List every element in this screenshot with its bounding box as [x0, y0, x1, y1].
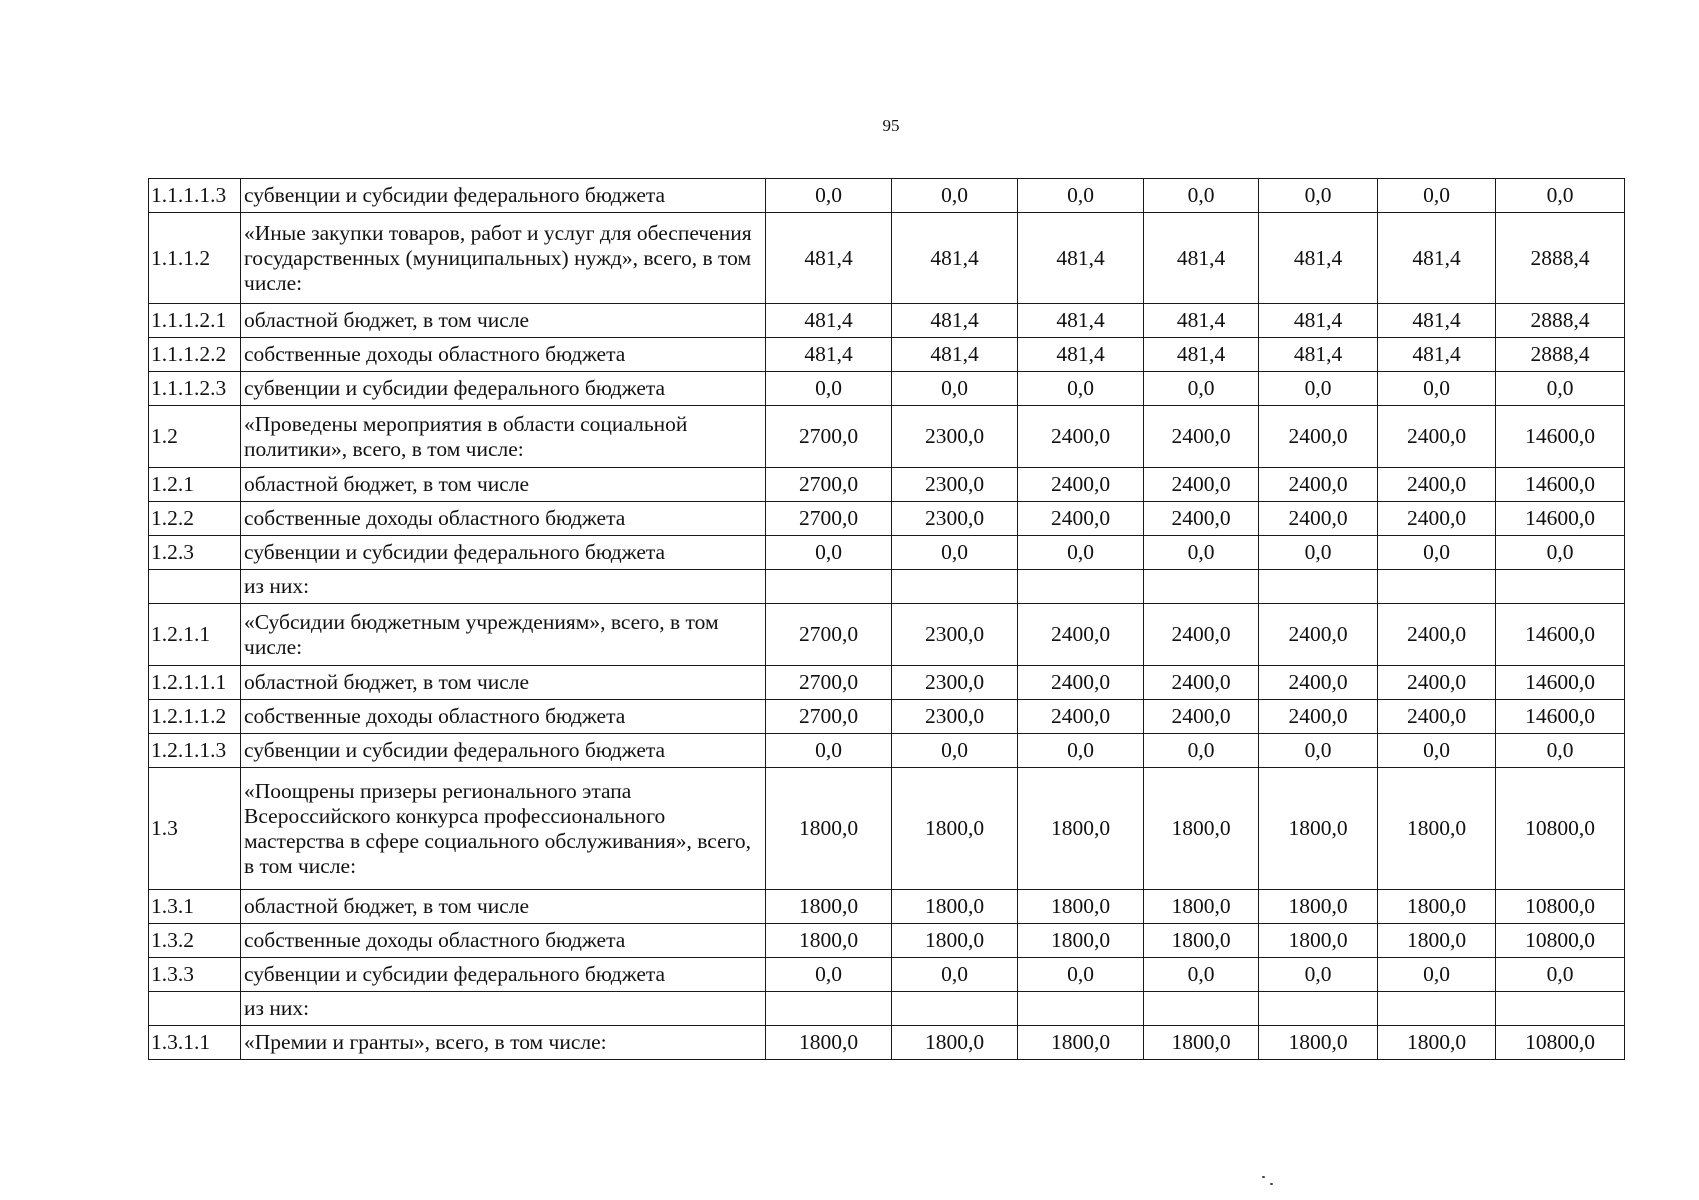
row-code: 1.1.1.2.1 — [149, 304, 241, 338]
table-row — [149, 406, 1625, 468]
row-value: 481,4 — [1259, 213, 1378, 304]
row-value: 0,0 — [1018, 958, 1144, 992]
row-code: 1.3.1.1 — [149, 1026, 241, 1060]
row-value: 0,0 — [1018, 734, 1144, 768]
row-value: 0,0 — [892, 734, 1018, 768]
row-value: 0,0 — [1018, 372, 1144, 406]
row-value: 2400,0 — [1259, 700, 1378, 734]
row-name: собственные доходы областного бюджета — [241, 338, 766, 372]
row-value: 1800,0 — [1378, 768, 1496, 890]
row-value: 481,4 — [892, 304, 1018, 338]
row-value: 0,0 — [1144, 372, 1259, 406]
row-total: 14600,0 — [1496, 666, 1625, 700]
row-total: 10800,0 — [1496, 1026, 1625, 1060]
table-row — [149, 734, 1625, 768]
table-row — [149, 890, 1625, 924]
row-code: 1.2.1.1.3 — [149, 734, 241, 768]
row-value: 2400,0 — [1378, 502, 1496, 536]
row-name: собственные доходы областного бюджета — [241, 924, 766, 958]
row-value: 1800,0 — [1018, 890, 1144, 924]
table-row — [149, 468, 1625, 502]
row-total: 2888,4 — [1496, 304, 1625, 338]
row-value: 2300,0 — [892, 666, 1018, 700]
row-value: 0,0 — [1378, 734, 1496, 768]
table-body — [149, 179, 1625, 1060]
row-value: 2400,0 — [1259, 406, 1378, 468]
row-code: 1.3 — [149, 768, 241, 890]
row-value — [892, 992, 1018, 1026]
row-value: 1800,0 — [1378, 890, 1496, 924]
row-value — [766, 570, 892, 604]
row-value: 2400,0 — [1378, 604, 1496, 666]
row-value: 2300,0 — [892, 502, 1018, 536]
row-total: 10800,0 — [1496, 890, 1625, 924]
row-name: «Проведены мероприятия в области социальной политики», всего, в том числе: — [241, 406, 766, 468]
row-value: 2400,0 — [1378, 666, 1496, 700]
row-value: 1800,0 — [766, 768, 892, 890]
row-value: 2400,0 — [1144, 502, 1259, 536]
table-row — [149, 179, 1625, 213]
row-value: 0,0 — [1378, 372, 1496, 406]
row-code: 1.1.1.2.2 — [149, 338, 241, 372]
table-row — [149, 372, 1625, 406]
row-name: собственные доходы областного бюджета — [241, 502, 766, 536]
row-value: 0,0 — [1378, 179, 1496, 213]
row-value: 0,0 — [892, 536, 1018, 570]
row-code: 1.2.2 — [149, 502, 241, 536]
row-value — [1018, 570, 1144, 604]
row-value: 1800,0 — [1378, 924, 1496, 958]
row-code: 1.3.2 — [149, 924, 241, 958]
scan-speck — [1262, 1176, 1265, 1178]
row-value: 2700,0 — [766, 604, 892, 666]
row-value: 481,4 — [1259, 338, 1378, 372]
row-value: 1800,0 — [1144, 890, 1259, 924]
row-name: из них: — [241, 570, 766, 604]
row-total: 14600,0 — [1496, 700, 1625, 734]
row-value: 1800,0 — [892, 1026, 1018, 1060]
row-name: областной бюджет, в том числе — [241, 890, 766, 924]
row-value: 0,0 — [1259, 958, 1378, 992]
row-value: 0,0 — [892, 958, 1018, 992]
row-value: 2300,0 — [892, 700, 1018, 734]
row-total: 0,0 — [1496, 372, 1625, 406]
row-value: 481,4 — [1378, 338, 1496, 372]
row-value: 0,0 — [766, 734, 892, 768]
table-row — [149, 570, 1625, 604]
table-row — [149, 536, 1625, 570]
row-value: 2400,0 — [1259, 604, 1378, 666]
row-code: 1.2.1.1.2 — [149, 700, 241, 734]
row-value: 2400,0 — [1018, 666, 1144, 700]
row-value: 1800,0 — [1259, 924, 1378, 958]
row-code: 1.3.3 — [149, 958, 241, 992]
row-value: 1800,0 — [1259, 768, 1378, 890]
row-value: 481,4 — [1259, 304, 1378, 338]
row-value: 481,4 — [1144, 338, 1259, 372]
table-row — [149, 213, 1625, 304]
row-value: 0,0 — [892, 179, 1018, 213]
row-value: 1800,0 — [1018, 768, 1144, 890]
row-name: субвенции и субсидии федерального бюджета — [241, 536, 766, 570]
row-value — [1259, 992, 1378, 1026]
row-value: 2700,0 — [766, 406, 892, 468]
row-code: 1.1.1.2 — [149, 213, 241, 304]
row-total: 0,0 — [1496, 179, 1625, 213]
table-row — [149, 338, 1625, 372]
row-value: 2700,0 — [766, 666, 892, 700]
row-value: 481,4 — [1018, 304, 1144, 338]
row-name: собственные доходы областного бюджета — [241, 700, 766, 734]
row-total — [1496, 992, 1625, 1026]
row-value: 481,4 — [892, 338, 1018, 372]
row-name: субвенции и субсидии федерального бюджета — [241, 734, 766, 768]
row-code: 1.2.3 — [149, 536, 241, 570]
row-value: 2700,0 — [766, 700, 892, 734]
row-value: 1800,0 — [766, 924, 892, 958]
row-name: областной бюджет, в том числе — [241, 666, 766, 700]
row-value: 0,0 — [766, 179, 892, 213]
row-value: 2700,0 — [766, 502, 892, 536]
scan-speck — [1270, 1183, 1273, 1185]
row-value: 1800,0 — [892, 768, 1018, 890]
row-value: 0,0 — [1018, 179, 1144, 213]
row-value: 2700,0 — [766, 468, 892, 502]
row-value: 2400,0 — [1378, 468, 1496, 502]
row-value: 481,4 — [1378, 213, 1496, 304]
row-value: 2400,0 — [1018, 502, 1144, 536]
row-value: 0,0 — [1378, 536, 1496, 570]
row-value: 1800,0 — [1144, 1026, 1259, 1060]
row-value: 0,0 — [1259, 734, 1378, 768]
row-value: 481,4 — [1018, 213, 1144, 304]
row-code: 1.2.1 — [149, 468, 241, 502]
row-value: 0,0 — [1144, 734, 1259, 768]
row-value — [1018, 992, 1144, 1026]
table-row — [149, 304, 1625, 338]
row-code: 1.1.1.2.3 — [149, 372, 241, 406]
row-value — [1378, 992, 1496, 1026]
row-value: 0,0 — [1259, 372, 1378, 406]
row-value: 0,0 — [766, 372, 892, 406]
row-value: 0,0 — [1259, 536, 1378, 570]
row-name: «Субсидии бюджетным учреждениям», всего, в том числе: — [241, 604, 766, 666]
row-value: 2300,0 — [892, 604, 1018, 666]
row-value: 2400,0 — [1144, 700, 1259, 734]
row-total: 10800,0 — [1496, 768, 1625, 890]
table-row — [149, 924, 1625, 958]
row-total: 14600,0 — [1496, 406, 1625, 468]
row-name: «Иные закупки товаров, работ и услуг для обеспечения государственных (муниципальных) нужд», всего, в том числе: — [241, 213, 766, 304]
row-name: субвенции и субсидии федерального бюджета — [241, 958, 766, 992]
table-row — [149, 666, 1625, 700]
row-value: 481,4 — [1018, 338, 1144, 372]
row-total: 14600,0 — [1496, 502, 1625, 536]
row-total: 0,0 — [1496, 958, 1625, 992]
row-value: 2400,0 — [1259, 468, 1378, 502]
row-total: 2888,4 — [1496, 213, 1625, 304]
row-value — [1378, 570, 1496, 604]
row-code: 1.3.1 — [149, 890, 241, 924]
row-value: 2400,0 — [1259, 666, 1378, 700]
row-value: 0,0 — [892, 372, 1018, 406]
row-name: областной бюджет, в том числе — [241, 468, 766, 502]
row-value: 481,4 — [1144, 213, 1259, 304]
row-value: 0,0 — [1259, 179, 1378, 213]
row-value: 0,0 — [1018, 536, 1144, 570]
row-value: 2400,0 — [1018, 604, 1144, 666]
row-value: 1800,0 — [1144, 924, 1259, 958]
row-value — [1144, 570, 1259, 604]
row-total — [1496, 570, 1625, 604]
row-code: 1.2.1.1 — [149, 604, 241, 666]
row-value: 2400,0 — [1144, 468, 1259, 502]
row-value: 0,0 — [1144, 179, 1259, 213]
row-value: 2400,0 — [1018, 468, 1144, 502]
row-value: 1800,0 — [1144, 768, 1259, 890]
row-total: 10800,0 — [1496, 924, 1625, 958]
row-code: 1.2 — [149, 406, 241, 468]
row-name: «Премии и гранты», всего, в том числе: — [241, 1026, 766, 1060]
row-value — [892, 570, 1018, 604]
row-value: 1800,0 — [766, 1026, 892, 1060]
row-value: 2300,0 — [892, 406, 1018, 468]
row-value: 2400,0 — [1378, 700, 1496, 734]
row-value: 2400,0 — [1144, 666, 1259, 700]
row-value: 1800,0 — [1259, 890, 1378, 924]
row-name: из них: — [241, 992, 766, 1026]
row-value: 481,4 — [1378, 304, 1496, 338]
row-value — [1259, 570, 1378, 604]
page-number: 95 — [882, 116, 900, 135]
row-value: 2400,0 — [1018, 406, 1144, 468]
row-value: 0,0 — [1144, 958, 1259, 992]
row-value: 0,0 — [1144, 536, 1259, 570]
row-total: 0,0 — [1496, 734, 1625, 768]
table-row — [149, 700, 1625, 734]
row-value: 481,4 — [766, 213, 892, 304]
row-total: 0,0 — [1496, 536, 1625, 570]
row-value: 481,4 — [766, 304, 892, 338]
row-value: 1800,0 — [892, 924, 1018, 958]
row-value: 481,4 — [892, 213, 1018, 304]
row-total: 14600,0 — [1496, 468, 1625, 502]
row-value: 2400,0 — [1378, 406, 1496, 468]
row-total: 14600,0 — [1496, 604, 1625, 666]
table-row — [149, 502, 1625, 536]
row-name: «Поощрены призеры регионального этапа Всероссийского конкурса профессионального мастерства в сфере социального обслуживания», всего, в том числе: — [241, 768, 766, 890]
row-value: 1800,0 — [1259, 1026, 1378, 1060]
row-value: 2400,0 — [1144, 604, 1259, 666]
row-value — [1144, 992, 1259, 1026]
row-code: 1.2.1.1.1 — [149, 666, 241, 700]
row-value: 481,4 — [1144, 304, 1259, 338]
row-value: 2400,0 — [1018, 700, 1144, 734]
row-value: 1800,0 — [1018, 924, 1144, 958]
row-value: 1800,0 — [1378, 1026, 1496, 1060]
row-code: 1.1.1.1.3 — [149, 179, 241, 213]
budget-table — [148, 178, 1625, 1060]
row-value: 2400,0 — [1259, 502, 1378, 536]
row-value: 1800,0 — [766, 890, 892, 924]
row-value — [766, 992, 892, 1026]
row-value: 0,0 — [766, 536, 892, 570]
row-value: 0,0 — [766, 958, 892, 992]
row-value: 0,0 — [1378, 958, 1496, 992]
row-name: субвенции и субсидии федерального бюджета — [241, 372, 766, 406]
table-row — [149, 958, 1625, 992]
row-name: субвенции и субсидии федерального бюджета — [241, 179, 766, 213]
row-value: 481,4 — [766, 338, 892, 372]
row-code — [149, 570, 241, 604]
table-row — [149, 1026, 1625, 1060]
table-row — [149, 768, 1625, 890]
row-code — [149, 992, 241, 1026]
table-row — [149, 992, 1625, 1026]
row-value: 1800,0 — [1018, 1026, 1144, 1060]
row-value: 2300,0 — [892, 468, 1018, 502]
row-total: 2888,4 — [1496, 338, 1625, 372]
table-row — [149, 604, 1625, 666]
row-name: областной бюджет, в том числе — [241, 304, 766, 338]
row-value: 1800,0 — [892, 890, 1018, 924]
row-value: 2400,0 — [1144, 406, 1259, 468]
